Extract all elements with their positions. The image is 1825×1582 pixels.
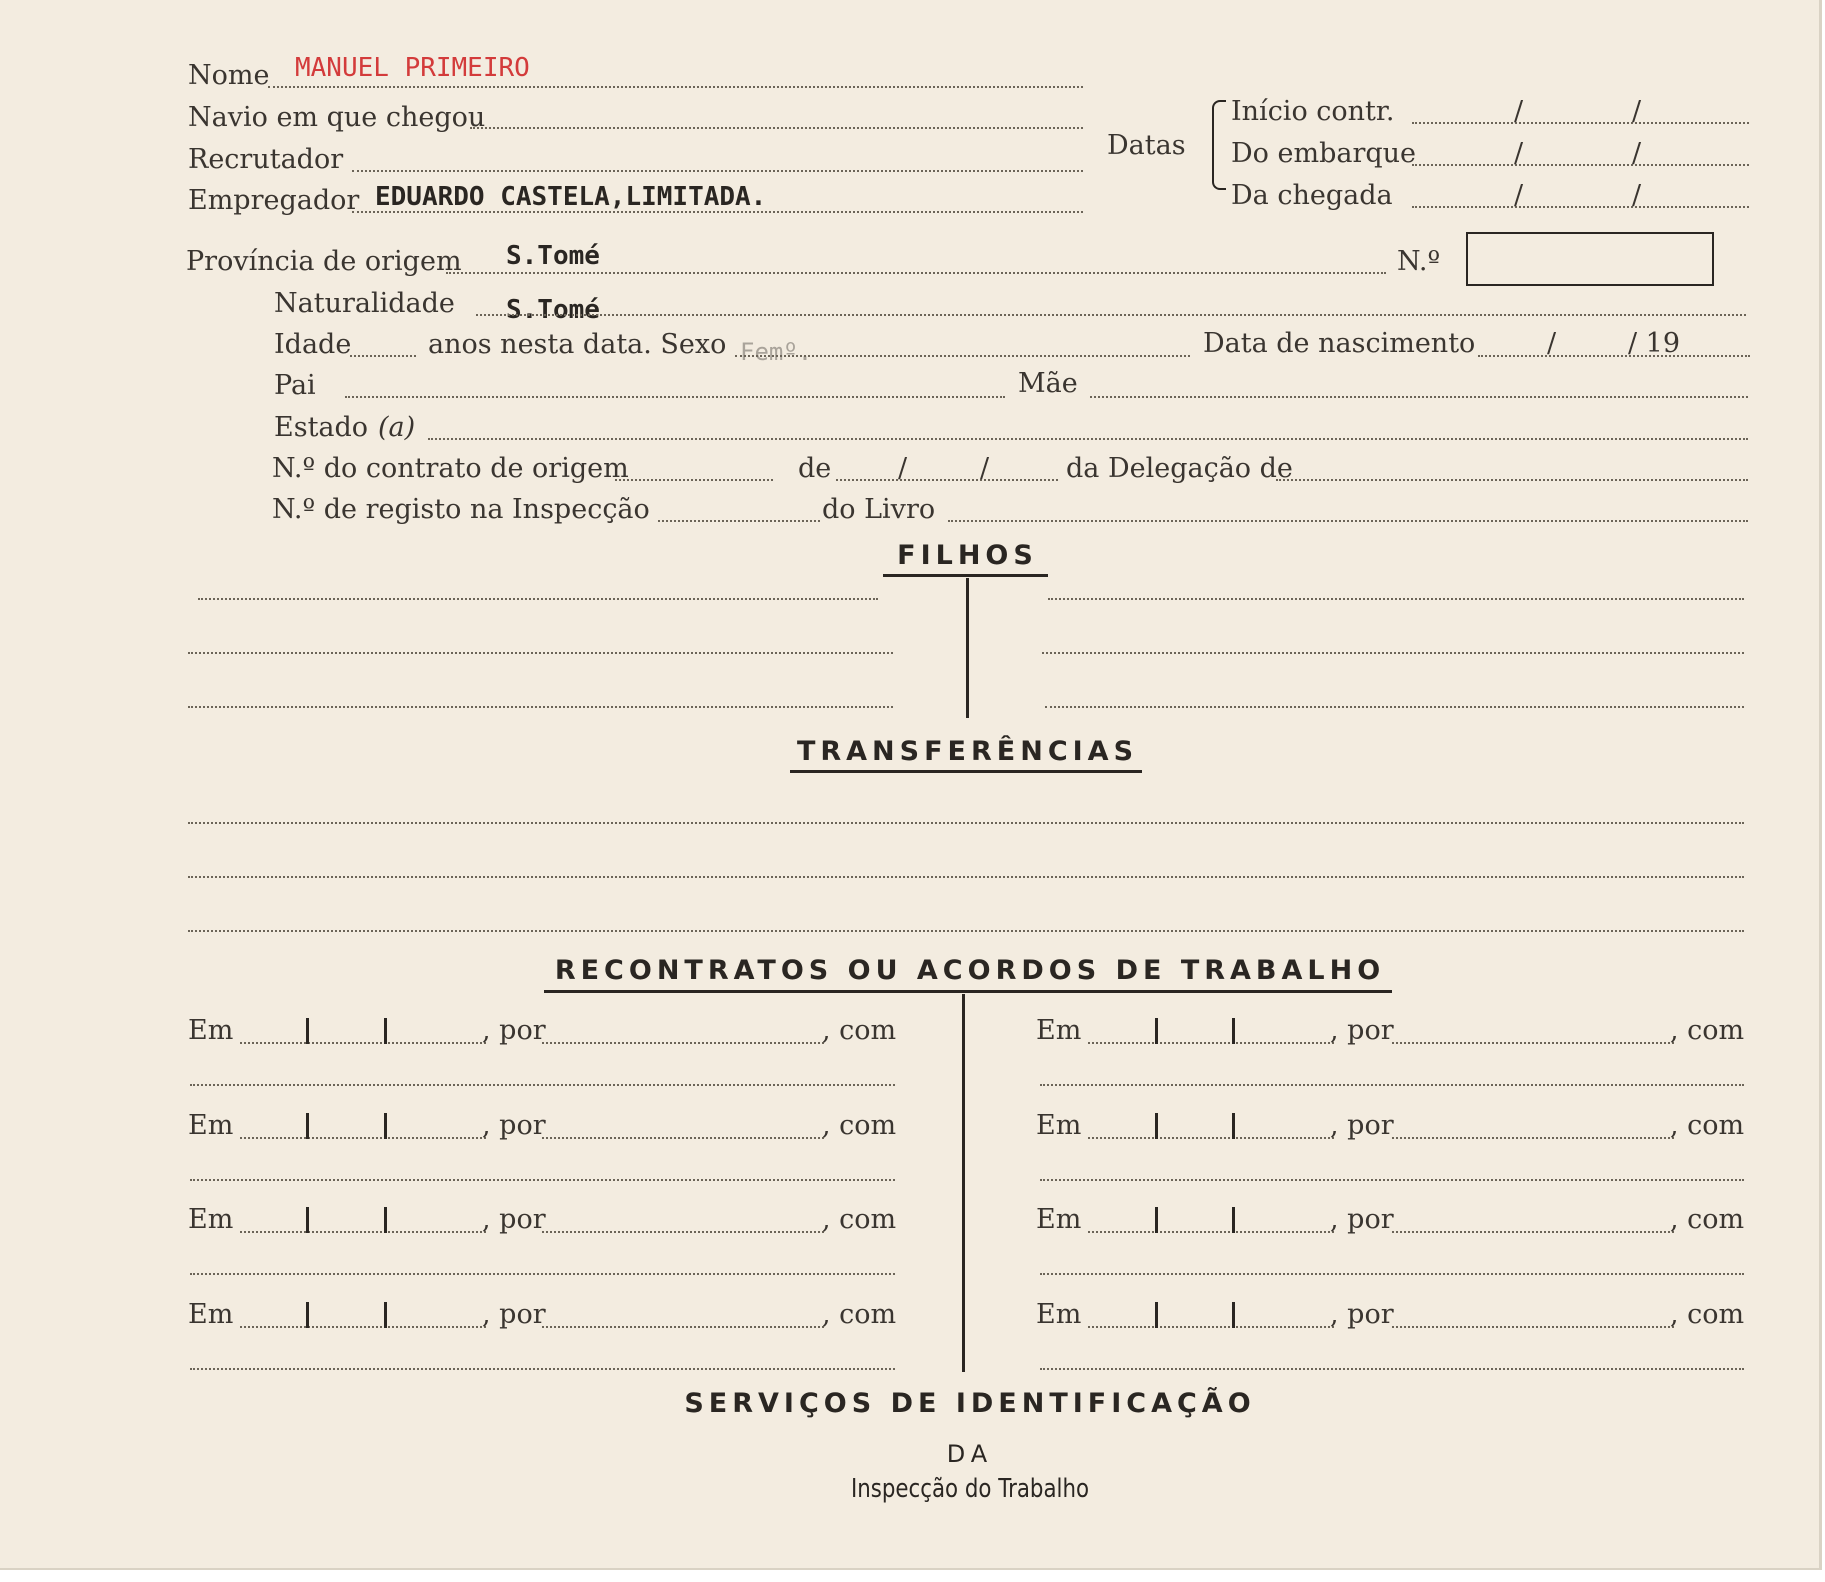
com-label: , com bbox=[822, 1015, 897, 1046]
idade-line bbox=[350, 355, 416, 357]
filhos-line-left-2 bbox=[188, 652, 893, 654]
com-label: , com bbox=[822, 1110, 897, 1141]
continuation-line bbox=[1040, 1273, 1744, 1275]
chegada-slash-1: / bbox=[1514, 180, 1524, 211]
em-label: Em bbox=[188, 1204, 234, 1235]
por-line bbox=[1392, 1326, 1674, 1328]
nascimento-slash: / bbox=[1547, 328, 1557, 359]
transferencias-underline bbox=[790, 770, 1142, 773]
livro-line bbox=[948, 520, 1748, 522]
transferencias-line-2 bbox=[188, 876, 1744, 878]
recontratos-heading: RECONTRATOS OU ACORDOS DE TRABALHO bbox=[554, 955, 1386, 986]
em-label: Em bbox=[1036, 1110, 1082, 1141]
com-label: , com bbox=[1670, 1015, 1745, 1046]
date-sep bbox=[306, 1018, 309, 1044]
date-line bbox=[240, 1137, 486, 1139]
por-line bbox=[542, 1042, 824, 1044]
mae-label: Mãe bbox=[1018, 368, 1078, 399]
com-label: , com bbox=[1670, 1110, 1745, 1141]
com-label: , com bbox=[1670, 1204, 1745, 1235]
pai-label: Pai bbox=[274, 370, 316, 401]
date-sep bbox=[1155, 1113, 1158, 1139]
por-line bbox=[1392, 1137, 1674, 1139]
registo-line bbox=[658, 520, 820, 522]
em-label: Em bbox=[1036, 1015, 1082, 1046]
por-label: , por bbox=[1330, 1299, 1394, 1330]
continuation-line bbox=[190, 1179, 895, 1181]
embarque-slash-1: / bbox=[1514, 138, 1524, 169]
continuation-line bbox=[190, 1084, 895, 1086]
continuation-line bbox=[190, 1273, 895, 1275]
inicio-line bbox=[1412, 122, 1749, 124]
sexo-line bbox=[735, 355, 1190, 357]
continuation-line bbox=[190, 1368, 895, 1370]
com-label: , com bbox=[822, 1299, 897, 1330]
date-line bbox=[240, 1042, 486, 1044]
chegada-slash-2: / bbox=[1632, 180, 1642, 211]
nome-line bbox=[268, 86, 1083, 88]
estado-mark: (a) bbox=[378, 412, 416, 443]
filhos-line-right-2 bbox=[1042, 652, 1744, 654]
transferencias-heading: TRANSFERÊNCIAS bbox=[796, 736, 1139, 767]
naturalidade-label: Naturalidade bbox=[274, 288, 455, 319]
date-sep bbox=[384, 1113, 387, 1139]
por-label: , por bbox=[482, 1204, 546, 1235]
recontratos-underline bbox=[544, 990, 1392, 993]
inicio-slash-2: / bbox=[1632, 96, 1642, 127]
navio-line bbox=[470, 127, 1083, 129]
date-sep bbox=[1232, 1018, 1235, 1044]
date-sep bbox=[306, 1113, 309, 1139]
date-line bbox=[1088, 1231, 1334, 1233]
por-label: , por bbox=[1330, 1204, 1394, 1235]
empregador-value: EDUARDO CASTELA,LIMITADA. bbox=[375, 182, 767, 212]
nome-value: MANUEL PRIMEIRO bbox=[295, 53, 530, 83]
date-sep bbox=[1232, 1207, 1235, 1233]
em-label: Em bbox=[188, 1110, 234, 1141]
livro-label: do Livro bbox=[822, 494, 936, 525]
por-line bbox=[542, 1231, 824, 1233]
por-label: , por bbox=[482, 1110, 546, 1141]
estado-line bbox=[428, 438, 1748, 440]
date-sep bbox=[306, 1207, 309, 1233]
mae-line bbox=[1090, 396, 1748, 398]
numero-label: N.º bbox=[1397, 246, 1441, 277]
registo-label: N.º de registo na Inspecção bbox=[272, 494, 650, 525]
date-sep bbox=[306, 1302, 309, 1328]
filhos-line-left-3 bbox=[188, 706, 893, 708]
estado-label: Estado bbox=[274, 412, 369, 443]
nascimento-line bbox=[1478, 355, 1750, 357]
embarque-line bbox=[1412, 164, 1749, 166]
nome-label: Nome bbox=[188, 60, 270, 91]
date-line bbox=[1088, 1042, 1334, 1044]
date-sep bbox=[1155, 1018, 1158, 1044]
date-line bbox=[1088, 1326, 1334, 1328]
numero-box bbox=[1466, 232, 1714, 286]
contrato-slash-2: / bbox=[980, 453, 990, 484]
date-sep bbox=[1232, 1113, 1235, 1139]
pai-line bbox=[345, 396, 1005, 398]
em-label: Em bbox=[188, 1299, 234, 1330]
recrutador-line bbox=[352, 170, 1083, 172]
naturalidade-line bbox=[476, 314, 1746, 316]
chegada-label: Da chegada bbox=[1231, 180, 1393, 211]
inicio-label: Início contr. bbox=[1231, 96, 1395, 127]
contrato-date-line bbox=[836, 479, 1058, 481]
date-sep bbox=[1232, 1302, 1235, 1328]
delegacao-label: da Delegação de bbox=[1066, 453, 1293, 484]
em-label: Em bbox=[1036, 1204, 1082, 1235]
filhos-divider bbox=[966, 578, 969, 718]
em-label: Em bbox=[188, 1015, 234, 1046]
por-label: , por bbox=[1330, 1110, 1394, 1141]
date-sep bbox=[384, 1302, 387, 1328]
contrato-label: N.º do contrato de origem bbox=[272, 453, 629, 484]
inicio-slash-1: / bbox=[1514, 96, 1524, 127]
contrato-line bbox=[615, 479, 773, 481]
datas-label: Datas bbox=[1107, 130, 1186, 161]
naturalidade-value: S.Tomé bbox=[506, 295, 600, 325]
anos-label: anos nesta data. Sexo bbox=[428, 329, 727, 360]
por-line bbox=[1392, 1042, 1674, 1044]
date-sep bbox=[384, 1207, 387, 1233]
por-label: , por bbox=[482, 1299, 546, 1330]
footer-title: SERVIÇOS DE IDENTIFICAÇÃO bbox=[684, 1388, 1256, 1419]
contrato-slash-1: / bbox=[898, 453, 908, 484]
chegada-line bbox=[1412, 206, 1749, 208]
sexo-value: Femº. bbox=[740, 338, 813, 366]
nascimento-label: Data de nascimento bbox=[1203, 328, 1476, 359]
por-line bbox=[542, 1326, 824, 1328]
date-line bbox=[240, 1231, 486, 1233]
date-sep bbox=[1155, 1302, 1158, 1328]
date-line bbox=[240, 1326, 486, 1328]
continuation-line bbox=[1040, 1084, 1744, 1086]
transferencias-line-1 bbox=[188, 822, 1744, 824]
em-label: Em bbox=[1036, 1299, 1082, 1330]
continuation-line bbox=[1040, 1179, 1744, 1181]
date-sep bbox=[1155, 1207, 1158, 1233]
datas-bracket bbox=[1212, 100, 1226, 190]
nascimento-suffix: / 19 bbox=[1628, 328, 1681, 359]
recrutador-label: Recrutador bbox=[188, 144, 344, 175]
filhos-line-right-3 bbox=[1045, 706, 1744, 708]
filhos-heading: FILHOS bbox=[897, 540, 1038, 571]
com-label: , com bbox=[1670, 1299, 1745, 1330]
provincia-label: Província de origem bbox=[186, 246, 462, 277]
transferencias-line-3 bbox=[188, 930, 1744, 932]
filhos-line-left-1 bbox=[198, 598, 878, 600]
idade-label: Idade bbox=[274, 329, 352, 360]
provincia-line bbox=[446, 272, 1386, 274]
date-line bbox=[1088, 1137, 1334, 1139]
footer-da: DA bbox=[946, 1440, 994, 1468]
por-label: , por bbox=[482, 1015, 546, 1046]
recontratos-divider bbox=[962, 994, 965, 1372]
filhos-line-right-1 bbox=[1048, 598, 1744, 600]
provincia-value: S.Tomé bbox=[506, 241, 600, 271]
com-label: , com bbox=[822, 1204, 897, 1235]
embarque-slash-2: / bbox=[1632, 138, 1642, 169]
date-sep bbox=[384, 1018, 387, 1044]
delegacao-line bbox=[1276, 479, 1748, 481]
por-line bbox=[542, 1137, 824, 1139]
navio-label: Navio em que chegou bbox=[188, 102, 486, 133]
filhos-underline bbox=[883, 574, 1048, 577]
empregador-label: Empregador bbox=[188, 185, 360, 216]
por-label: , por bbox=[1330, 1015, 1394, 1046]
continuation-line bbox=[1040, 1368, 1744, 1370]
footer-inspeccao: Inspecção do Trabalho bbox=[850, 1474, 1090, 1504]
por-line bbox=[1392, 1231, 1674, 1233]
contrato-de-label: de bbox=[798, 453, 832, 484]
empregador-line bbox=[352, 211, 1083, 213]
embarque-label: Do embarque bbox=[1231, 138, 1417, 169]
